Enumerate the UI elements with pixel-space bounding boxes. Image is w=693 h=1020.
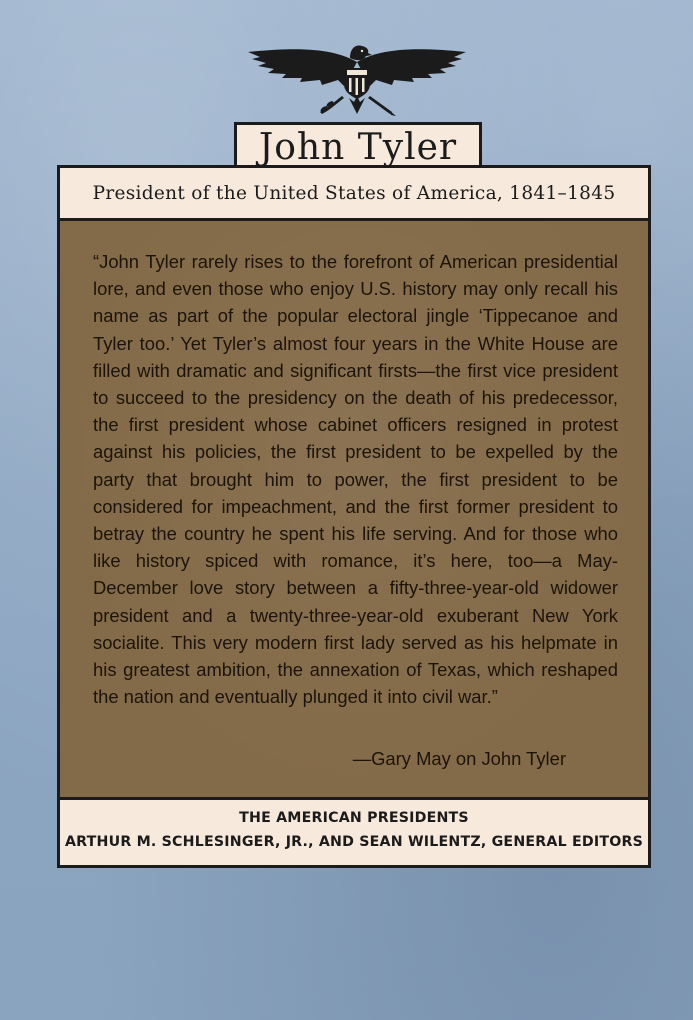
quote-panel [60,221,648,800]
quote-attribution: —Gary May on John Tyler [352,748,566,769]
series-editors: ARTHUR M. SCHLESINGER, JR., AND SEAN WILENTZ, GENERAL EDITORS [64,834,643,850]
cover-frame [57,165,651,868]
book-subtitle: President of the United States of America, 1841–1845 [92,183,616,204]
title-box [234,122,482,168]
series-name: THE AMERICAN PRESIDENTS [239,810,469,826]
eagle-icon [246,38,468,120]
subtitle-band [60,168,648,221]
series-band [60,800,648,865]
blurb-quote: “John Tyler rarely rises to the forefront of American presidential lore, and even those who enjoy U.S. history may only recall his name as part of the popular electoral jingle ‘Tippecanoe and Tyler too.’ Yet Tyler’s almost four years in the White House are filled with dramatic and significant firsts—the first vice president to succeed to the presidency on the death of his predecessor, the first president whose cabinet officers resigned in protest against his policies, the first president to be expelled by the party that brought him to power, the first president to be considered for impeachment, and the first former president to betray the country he spent his life serving. And for those who like history spiced with romance, it’s here, too—a May-December love story between a fifty-three-year-old widower president and a twenty-three-year-old exuberant New York socialite. This very modern first lady served as his helpmate in his greatest ambition, the annexation of Texas, which reshaped the nation and eventually plunged it into civil war.” [93,251,618,708]
book-title: John Tyler [258,127,458,168]
